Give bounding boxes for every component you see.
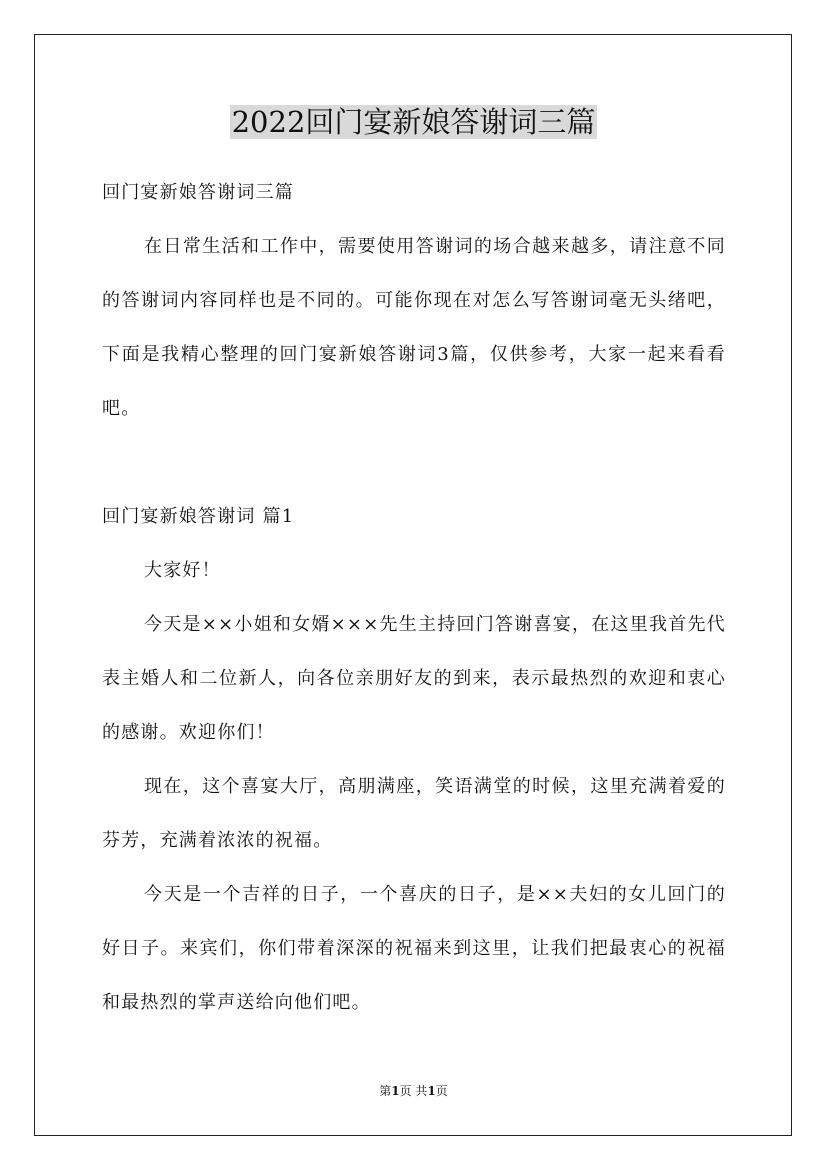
document-title-text: 2022回门宴新娘答谢词三篇 (231, 105, 596, 139)
paragraph-1: 今天是××小姐和女婿×××先生主持回门答谢喜宴，在这里我首先代表主婚人和二位新人，向各位亲朋好友的到来，表示最热烈的欢迎和衷心的感谢。欢迎你们！ (102, 614, 726, 743)
section-heading: 回门宴新娘答谢词 篇1 (102, 506, 295, 527)
footer-prefix: 第 (379, 1084, 392, 1098)
paragraph-3: 今天是一个吉祥的日子，一个喜庆的日子，是××夫妇的女儿回门的好日子。来宾们，你们带着深深的祝福来到这里，让我们把最衷心的祝福和最热烈的掌声送给向他们吧。 (102, 884, 726, 1013)
footer-page-total: 1 (427, 1084, 436, 1098)
footer-suffix: 页 (435, 1084, 448, 1098)
document-title (0, 100, 827, 144)
subtitle: 回门宴新娘答谢词三篇 (102, 182, 294, 203)
page-footer (0, 1082, 827, 1099)
greeting-paragraph: 大家好！ (144, 560, 221, 581)
document-body-section1 (102, 490, 726, 1030)
paragraph-2: 现在，这个喜宴大厅，高朋满座，笑语满堂的时候，这里充满着爱的芬芳，充满着浓浓的祝福。 (102, 776, 726, 851)
intro-paragraph: 在日常生活和工作中，需要使用答谢词的场合越来越多，请注意不同的答谢词内容同样也是不同的。可能你现在对怎么写答谢词毫无头绪吧，下面是我精心整理的回门宴新娘答谢词3篇，仅供参考，大家一起来看看吧。 (102, 236, 726, 419)
document-body-top (102, 166, 726, 436)
footer-page-number: 1 (391, 1084, 400, 1098)
footer-mid: 页 共 (399, 1084, 428, 1098)
